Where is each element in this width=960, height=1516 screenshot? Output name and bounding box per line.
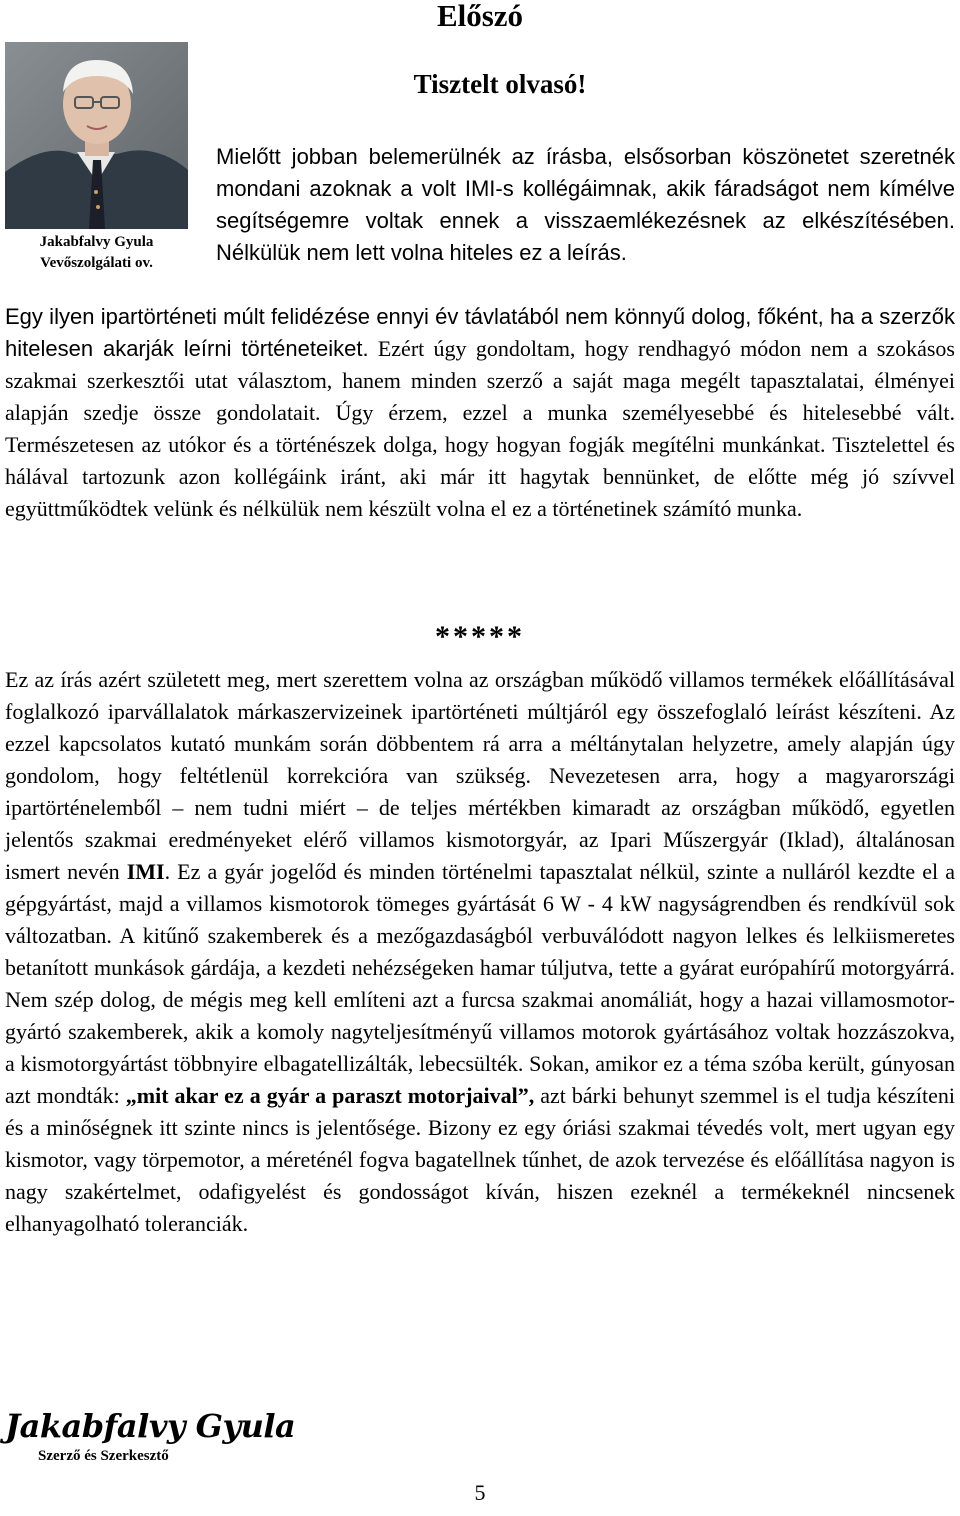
author-signature: Jakabfalvy Gyula [5,1407,296,1445]
paragraph-2-part1: Ez az írás azért született meg, mert szerettem volna az országban működő villamos termékek előállításával foglalkozó iparvállalatok márkaszervizeinek ipartörténeti múltjáról egy összefoglaló leírást készíteni. Az ezzel kapcsolatos kutató munkám során döbbentem rá arra a méltánytalan helyzetre, amely alapján úgy gondolom, hogy feltétlenül korrekcióra van szükség. Nevezetesen arra, hogy a magyarországi ipartörténelemből – nem tudni miért – de teljes mértékben kimaradt az országban működő, egyetlen jelentős szakmai eredményeket elérő villamos kismotorgyár, az Ipari Műszergyár (Iklad), általánosan ismert nevén [5,667,955,884]
intro-paragraph: Mielőtt jobban belemerülnék az írásba, elsősorban köszönetet szeretnék mondani azoknak a volt IMI-s kollégáimnak, akik fáradságot nem kímélve segítségemre voltak ennek a visszaemlékezésnek az elkészítésében. Nélkülük nem lett volna hiteles ez a leírás. [216,144,955,265]
paragraph-2-bold-imi: IMI [126,859,165,884]
paragraph-2-bold-quote: „mit akar ez a gyár a paraszt motorjaival”, [125,1083,535,1108]
page-title: Előszó [436,0,524,33]
paragraph-1 [5,301,955,525]
greeting: Tisztelt olvasó! [413,69,587,99]
section-separator: ***** [435,620,525,653]
photo-caption-name: Jakabfalvy Gyula [39,234,154,250]
author-signature-title: Szerző és Szerkesztő [38,1448,169,1464]
photo-caption [5,232,188,274]
paragraph-1-lead: Egy ilyen ipartörténeti múlt felidézése ennyi év távlatából nem könnyű dolog, főként, ha a szerzők hitelesen akarják leírni történeteiket. [5,304,955,361]
paragraph-1-rest: Ezért úgy gondoltam, hogy rendhagyó módon nem a szokásos szakmai szerkesztői utat választom, hanem minden szerző a saját maga megélt tapasztalatai, élményei alapján szedje össze gondolatait. Úgy érzem, ezzel a munka személyesebbé és hitelesebbé vált. Természetesen az utókor és a történészek dolga, hogy hogyan fogják megítélni munkánkat. Tisztelettel és hálával tartozunk azon kollégáink iránt, aki már itt hagytak bennünket, de előtte még jó szívvel együttműködtek velünk és nélkülük nem készült volna el ez a történetinek számító munka. [5,336,955,521]
page-number: 5 [474,1480,486,1505]
photo-caption-role: Vevőszolgálati ov. [40,255,153,271]
paragraph-2 [5,664,955,1240]
paragraph-2-part2: . Ez a gyár jogelőd és minden történelmi tapasztalat nélkül, szinte a nulláról kezdte el a gépgyártást, majd a villamos kismotorok tömeges gyártását 6 W - 4 kW nagyságrendben és rendkívül sok változatban. A kitűnő szakemberek és a mezőgazdaságból verbuválódott nagyon lelkes és lelkiismeretes betanított munkások gárdája, a kezdeti nehézségeken hamar túljutva, tette a gyárat európahírű motorgyárrá. Nem szép dolog, de mégis meg kell említeni azt a furcsa szakmai anomáliát, hogy a hazai villamosmotor-gyártó szakemberek, akik a komoly nagyteljesítményű villamos motorok gyártásához voltak hozzászokva, a kismotorgyártást többnyire elbagatellizálták, lebecsülték. Sokan, amikor ez a téma szóba került, gúnyosan azt mondták: [5,859,955,1108]
paragraph-2-part3: azt bárki behunyt szemmel is el tudja készíteni és a minőségnek itt szinte nincs is jelentősége. Bizony ez egy óriási szakmai tévedés volt, mert ugyan egy kismotor, vagy törpemotor, a méreténél fogva bagatellnek tűnhet, de azok tervezése és előállítása nagyon is nagy szakértelmet, odafigyelést és gondosságot kíván, hiszen ezeknél a termékeknél nincsenek elhanyagolható toleranciák. [5,1083,955,1236]
